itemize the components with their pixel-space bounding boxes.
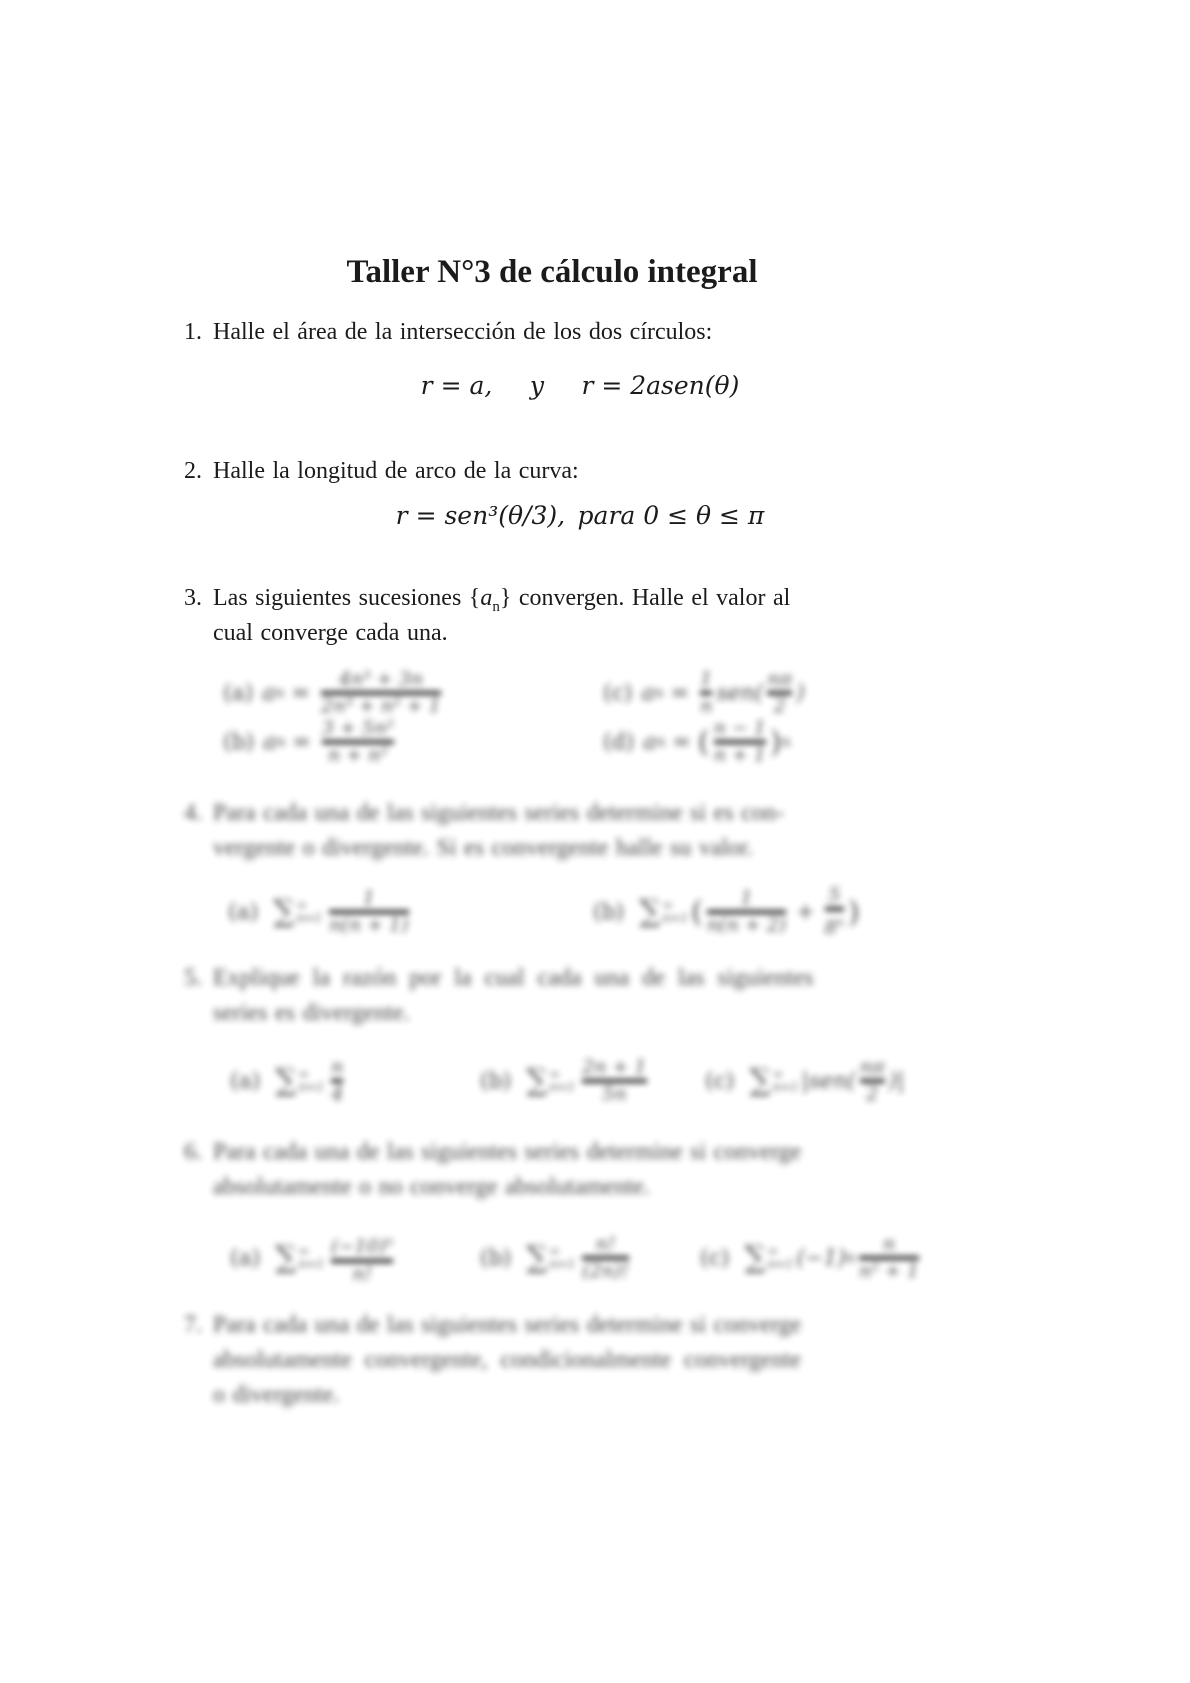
fraction: $\frac{n\pi}{2}$ — [859, 1056, 885, 1105]
item-7-number: 7. — [184, 1312, 202, 1338]
item-6-text-2: absolutamente o no converge absolutamente. — [213, 1174, 650, 1200]
fraction: $\frac{n}{4}$ — [331, 1056, 344, 1105]
summation-icon: ∑ ∞ n=1 — [744, 1240, 794, 1275]
fraction: $\frac{1}{n(n + 2)}$ — [706, 887, 787, 936]
item-4-text-1: Para cada una de las siguientes series determine si es con- — [213, 800, 784, 826]
fraction: $\frac{n\pi}{2}$ — [767, 668, 793, 717]
series-5-row — [0, 1053, 1190, 1109]
seq-symbol: a — [480, 585, 493, 611]
fraction: $\frac{n!}{(2n)!}$ — [582, 1233, 629, 1282]
item-5-text-2: series es divergente. — [213, 1000, 410, 1026]
sequences-row-2 — [0, 714, 1190, 770]
item-1-text: Halle el área de la intersección de los dos círculos: — [213, 319, 713, 345]
fraction: $\frac{n}{\text{n² + 1}}$ — [858, 1233, 919, 1282]
fraction: $\frac{1}{n(n + 1)}$ — [329, 887, 409, 936]
summation-icon: ∑ ∞ n=1 — [749, 1063, 799, 1098]
item-5-text-1: Explique la razón por la cual cada una de las siguientes — [213, 965, 814, 991]
series-5b: (b) ∑ ∞ n=1 $\frac{2n + 1}{5n}$ — [480, 1056, 647, 1105]
item-6-text-1: Para cada una de las siguientes series determine si converge — [213, 1139, 802, 1165]
fraction: $\frac{1}{n}$ — [700, 668, 713, 717]
item-3-text-1: Las siguientes sucesiones $\{a_n\}$ convergen. Halle el valor al — [213, 585, 791, 615]
item-6-number: 6. — [184, 1139, 202, 1165]
item-7-text-2: absolutamente convergente, condicionalmente convergente — [213, 1347, 801, 1373]
sequence-c: (c) a n = $\frac{1}{n}$ sen( $\frac{n\pi}{2}$ ) — [603, 668, 805, 717]
equation-1: r = a, y r = 2asen(θ) — [420, 371, 740, 400]
summation-icon: ∑ ∞ n=1 — [639, 894, 689, 929]
item-7-text-3: o divergente. — [213, 1382, 340, 1408]
item-7-text-1: Para cada una de las siguientes series determine si converge — [213, 1312, 802, 1338]
sequence-d: (d) a n = ( $\frac{n - 1}{n + 1}$ ) n — [603, 717, 791, 766]
series-6c: (c) ∑ ∞ n=1 (−1) n $\frac{n}{\text{n² + 1}}$ — [700, 1233, 919, 1282]
fraction: $\frac{(-10)^n}{n!}$ — [331, 1235, 394, 1285]
summation-icon: ∑ ∞ n=1 — [275, 1063, 325, 1098]
page-title: Taller N°3 de cálculo integral — [346, 254, 758, 290]
summation-icon: ∑ ∞ n=1 — [526, 1240, 576, 1275]
summation-icon: ∑ ∞ n=1 — [275, 1240, 325, 1275]
fraction: $\frac{2n + 1}{5n}$ — [582, 1056, 647, 1105]
fraction: $\frac{\text{3 + 5n²}}{\text{n + n²}}$ — [321, 717, 394, 766]
series-4b: (b) ∑ ∞ n=1 ( $\frac{1}{n(n + 2)}$ + $\frac{5}{8^n}$ ) — [593, 884, 860, 939]
item-3-text-2: cual converge cada una. — [213, 620, 448, 646]
sequence-b: (b) a n = $\frac{\text{3 + 5n²}}{\text{n + n²}}$ — [223, 717, 394, 766]
series-6a: (a) ∑ ∞ n=1 $\frac{(-10)^n}{n!}$ — [230, 1230, 397, 1286]
series-5c: (c) ∑ ∞ n=1 |sen( $\frac{n\pi}{2}$ )| — [705, 1056, 905, 1105]
series-4-row — [0, 884, 1190, 940]
item-5-number: 5. — [184, 965, 202, 991]
item-2-number: 2. — [184, 458, 202, 484]
summation-icon: ∑ ∞ n=1 — [526, 1063, 576, 1098]
sequence-a: (a) a n = $\frac{\text{4n³ + 3n}}{\text{2n³ + n² + 1}}$ — [223, 668, 441, 717]
fraction: $\frac{5}{8^n}$ — [824, 884, 844, 939]
series-6-row — [0, 1230, 1190, 1286]
item-4-number: 4. — [184, 800, 202, 826]
item-3-number: 3. — [184, 585, 202, 611]
summation-icon: ∑ ∞ n=1 — [273, 894, 323, 929]
series-4a: (a) ∑ ∞ n=1 $\frac{1}{n(n + 1)}$ — [228, 887, 409, 936]
series-6b: (b) ∑ ∞ n=1 $\frac{n!}{(2n)!}$ — [480, 1233, 629, 1282]
series-5a: (a) ∑ ∞ n=1 $\frac{n}{4}$ — [230, 1056, 344, 1105]
sequences-row-1 — [0, 665, 1190, 721]
item-1-number: 1. — [184, 319, 202, 345]
fraction: $\frac{n - 1}{n + 1}$ — [713, 717, 766, 766]
fraction: $\frac{\text{4n³ + 3n}}{\text{2n³ + n² + 1}}$ — [320, 668, 441, 717]
equation-2: r = sen³(θ/3), para 0 ≤ θ ≤ π — [395, 501, 765, 530]
item-2-text: Halle la longitud de arco de la curva: — [213, 458, 579, 484]
item-4-text-2: vergente o divergente. Si es convergente halle su valor. — [213, 835, 753, 861]
